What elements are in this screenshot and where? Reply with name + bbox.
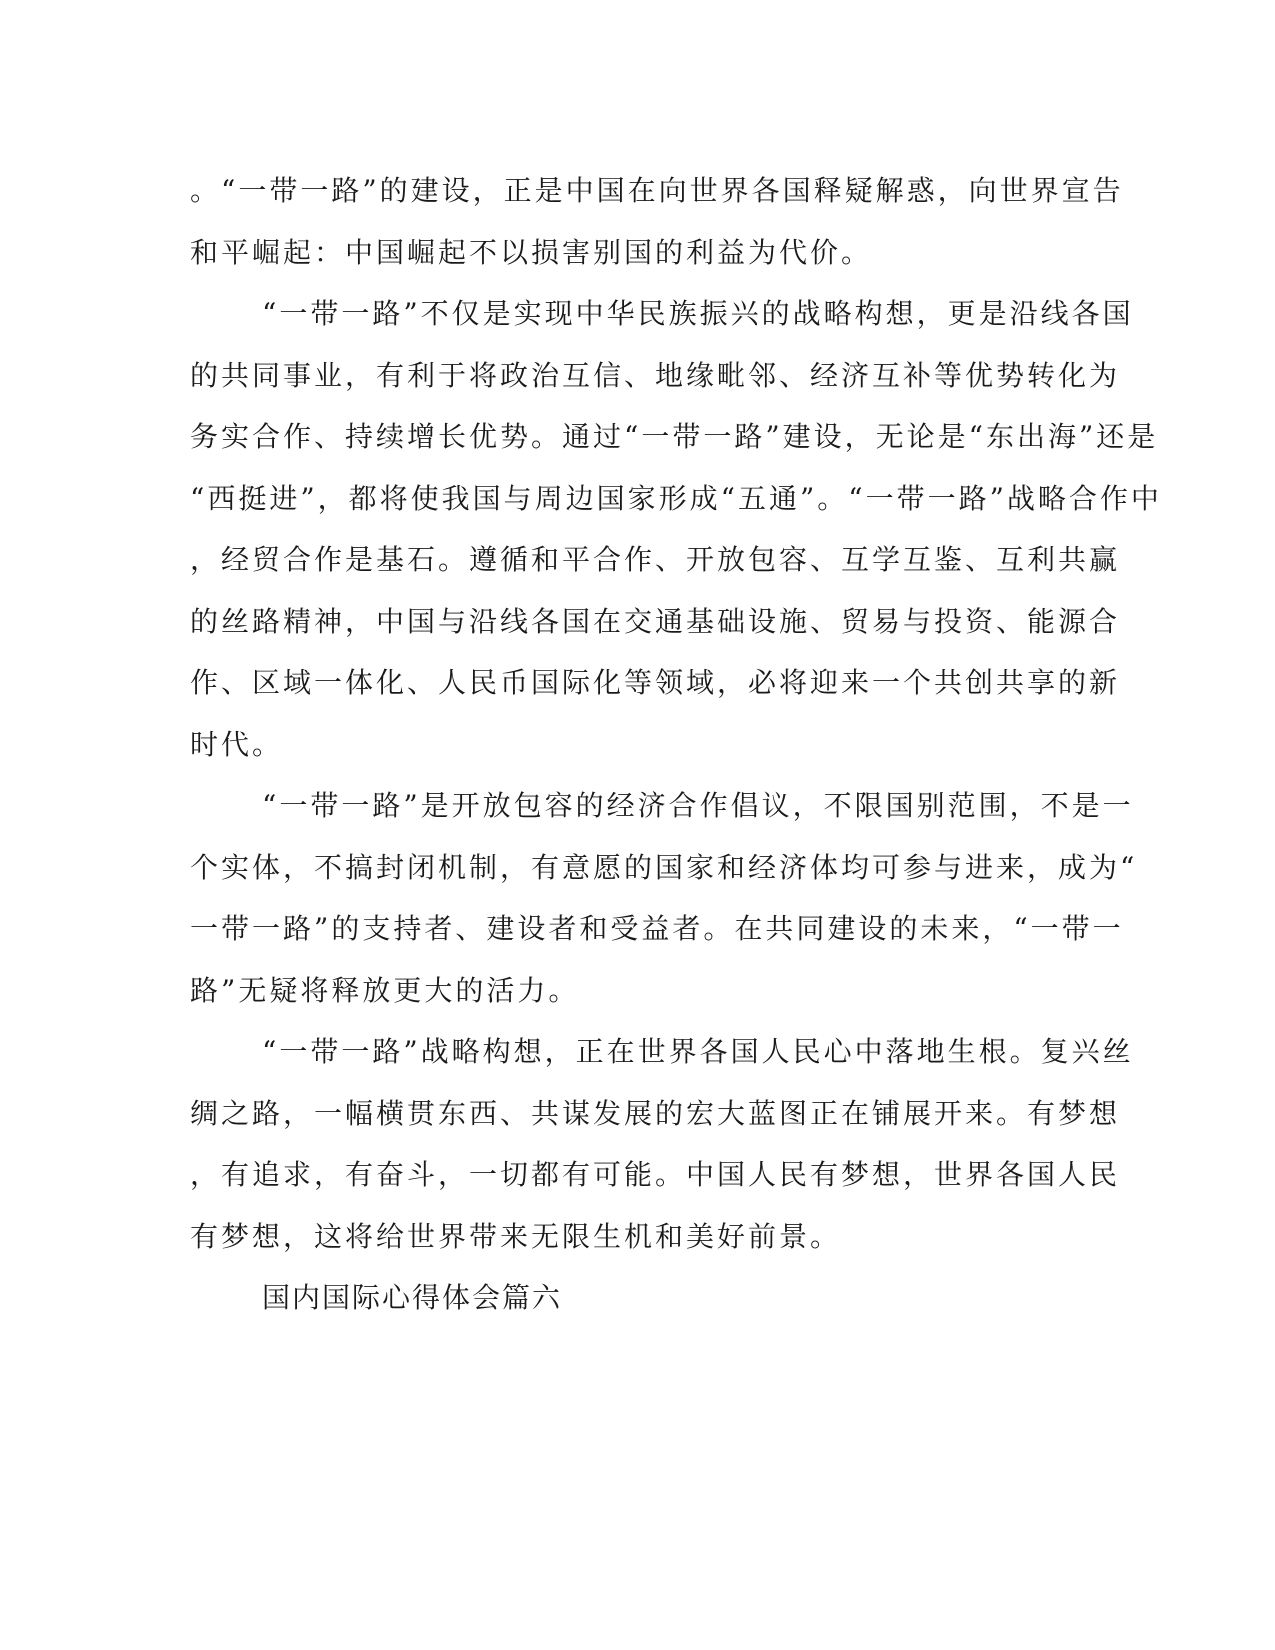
- paragraph-start-line: “一带一路”不仅是实现中华民族振兴的战略构想，更是沿线各国: [262, 297, 1134, 330]
- text-line: 一带一路”的支持者、建设者和受益者。在共同建设的未来，“一带一: [190, 912, 1124, 945]
- text-line: “西挺进”，都将使我国与周边国家形成“五通”。“一带一路”战略合作中: [190, 481, 1162, 515]
- text-line: 务实合作、持续增长优势。通过“一带一路”建设，无论是“东出海”还是: [190, 420, 1159, 453]
- text-line: 作、区域一体化、人民币国际化等领域，必将迎来一个共创共享的新: [190, 666, 1121, 699]
- paragraph-start-line: “一带一路”战略构想，正在世界各国人民心中落地生根。复兴丝: [262, 1035, 1134, 1068]
- text-line: ，有追求，有奋斗，一切都有可能。中国人民有梦想，世界各国人民: [190, 1158, 1121, 1191]
- section-heading: 国内国际心得体会篇六: [262, 1281, 563, 1314]
- document-body: [190, 160, 1162, 1329]
- text-line: 绸之路，一幅横贯东西、共谋发展的宏大蓝图正在铺展开来。有梦想: [190, 1096, 1121, 1130]
- paragraph-start-line: “一带一路”是开放包容的经济合作倡议，不限国别范围，不是一: [262, 789, 1134, 822]
- text-line: 有梦想，这将给世界带来无限生机和美好前景。: [190, 1219, 842, 1253]
- text-line: ，经贸合作是基石。遵循和平合作、开放包容、互学互鉴、互利共赢: [190, 543, 1121, 576]
- text-line: 的共同事业，有利于将政治互信、地缘毗邻、经济互补等优势转化为: [190, 358, 1121, 392]
- text-line: 时代。: [190, 727, 284, 761]
- text-line: 。“一带一路”的建设，正是中国在向世界各国释疑解惑，向世界宣告: [190, 174, 1124, 207]
- text-line: 和平崛起：中国崛起不以损害别国的利益为代价。: [190, 235, 873, 269]
- text-line: 路”无疑将释放更大的活力。: [190, 973, 580, 1007]
- text-line: 个实体，不搞封闭机制，有意愿的国家和经济体均可参与进来，成为“: [190, 850, 1138, 884]
- text-line: 的丝路精神，中国与沿线各国在交通基础设施、贸易与投资、能源合: [190, 604, 1121, 638]
